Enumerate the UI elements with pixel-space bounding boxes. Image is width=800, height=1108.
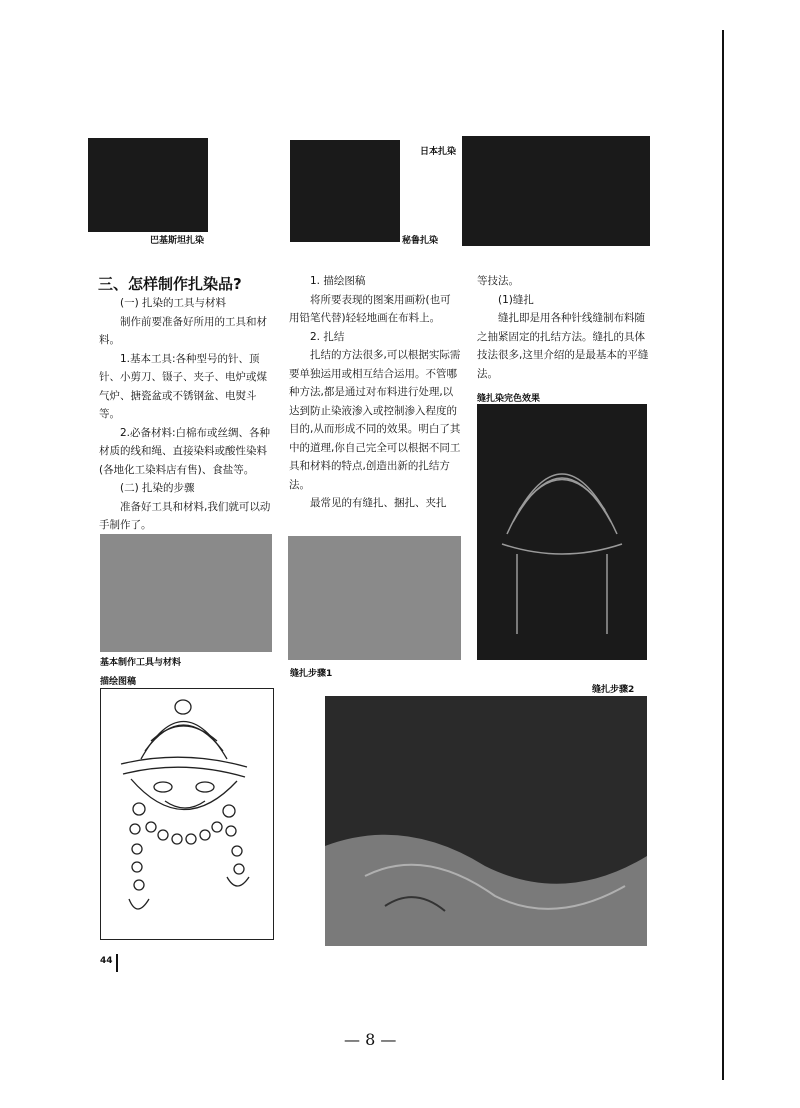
page-number: — 8 — bbox=[344, 1030, 397, 1049]
step2-caption: 缝扎步骤2 bbox=[592, 685, 635, 695]
peru-tiedye-photo bbox=[290, 140, 400, 242]
paragraph-materials: 2.必备材料:白棉布或丝绸、各种材质的线和绳、直接染料或酸性染料(各地化工染料店有售)、食盐等。 bbox=[99, 426, 271, 476]
japan-tiedye-photo bbox=[462, 136, 650, 246]
tools-photo bbox=[100, 534, 272, 652]
paragraph-draw: 将所要表现的图案用画粉(也可用铅笔代替)轻轻地画在布料上。 bbox=[289, 293, 451, 324]
hat-pattern-icon bbox=[477, 404, 647, 660]
tools-caption: 基本制作工具与材料 bbox=[100, 658, 182, 668]
fabric-texture-icon bbox=[325, 696, 647, 946]
paragraph-tie: 扎结的方法很多,可以根据实际需要单独运用或相互结合运用。不管哪种方法,都是通过对布料进行处理,以达到防止染液渗入或控制渗入程度的目的,从而形成不同的效果。明白了其中的道理,你自己完全可以根据不同工具和材料的特点,创造出新的扎结方法。 bbox=[289, 349, 461, 491]
peru-caption: 秘鲁扎染 bbox=[402, 236, 439, 246]
paragraph-common: 最常见的有缝扎、捆扎、夹扎 bbox=[310, 497, 447, 509]
column-2 bbox=[289, 272, 461, 513]
book-page-number: 44 bbox=[100, 956, 113, 966]
heading-stitch: (1)缝扎 bbox=[498, 293, 534, 306]
japan-caption: 日本扎染 bbox=[420, 147, 457, 157]
paragraph-basic-tools: 1.基本工具:各种型号的针、顶针、小剪刀、镊子、夹子、电炉或煤气炉、搪瓷盆或不锈钢盆、电熨斗等。 bbox=[99, 352, 267, 420]
step2-photo bbox=[325, 696, 647, 946]
page-edge-line bbox=[722, 30, 724, 1080]
paragraph-stitch: 缝扎即是用各种针线缝制布料随之抽紧固定的扎结方法。缝扎的具体技法很多,这里介绍的是最基本的平缝法。 bbox=[477, 312, 649, 380]
pakistan-tiedye-photo bbox=[88, 138, 208, 232]
drawing-caption: 描绘图稿 bbox=[100, 677, 137, 687]
column-1 bbox=[99, 294, 271, 535]
section-title: 三、怎样制作扎染品? bbox=[98, 275, 242, 293]
face-drawing-icon bbox=[101, 689, 273, 939]
subheading-steps: (二) 扎染的步骤 bbox=[120, 482, 195, 494]
pattern-drawing bbox=[100, 688, 274, 940]
column-3 bbox=[477, 272, 649, 383]
subheading-tools: (一) 扎染的工具与材料 bbox=[120, 297, 227, 309]
paragraph-techniques: 等技法。 bbox=[477, 275, 519, 287]
heading-tie: 2. 扎结 bbox=[310, 330, 345, 343]
paragraph-prepare: 制作前要准备好所用的工具和材料。 bbox=[99, 315, 267, 346]
step1-caption: 缝扎步骤1 bbox=[290, 669, 333, 679]
effect-photo bbox=[477, 404, 647, 660]
heading-draw: 1. 描绘图稿 bbox=[310, 275, 366, 287]
step1-photo bbox=[288, 536, 461, 660]
footer-tick bbox=[116, 954, 118, 972]
effect-caption: 缝扎染完色效果 bbox=[477, 394, 541, 404]
pakistan-caption: 巴基斯坦扎染 bbox=[150, 236, 205, 246]
paragraph-start: 准备好工具和材料,我们就可以动手制作了。 bbox=[99, 500, 271, 531]
